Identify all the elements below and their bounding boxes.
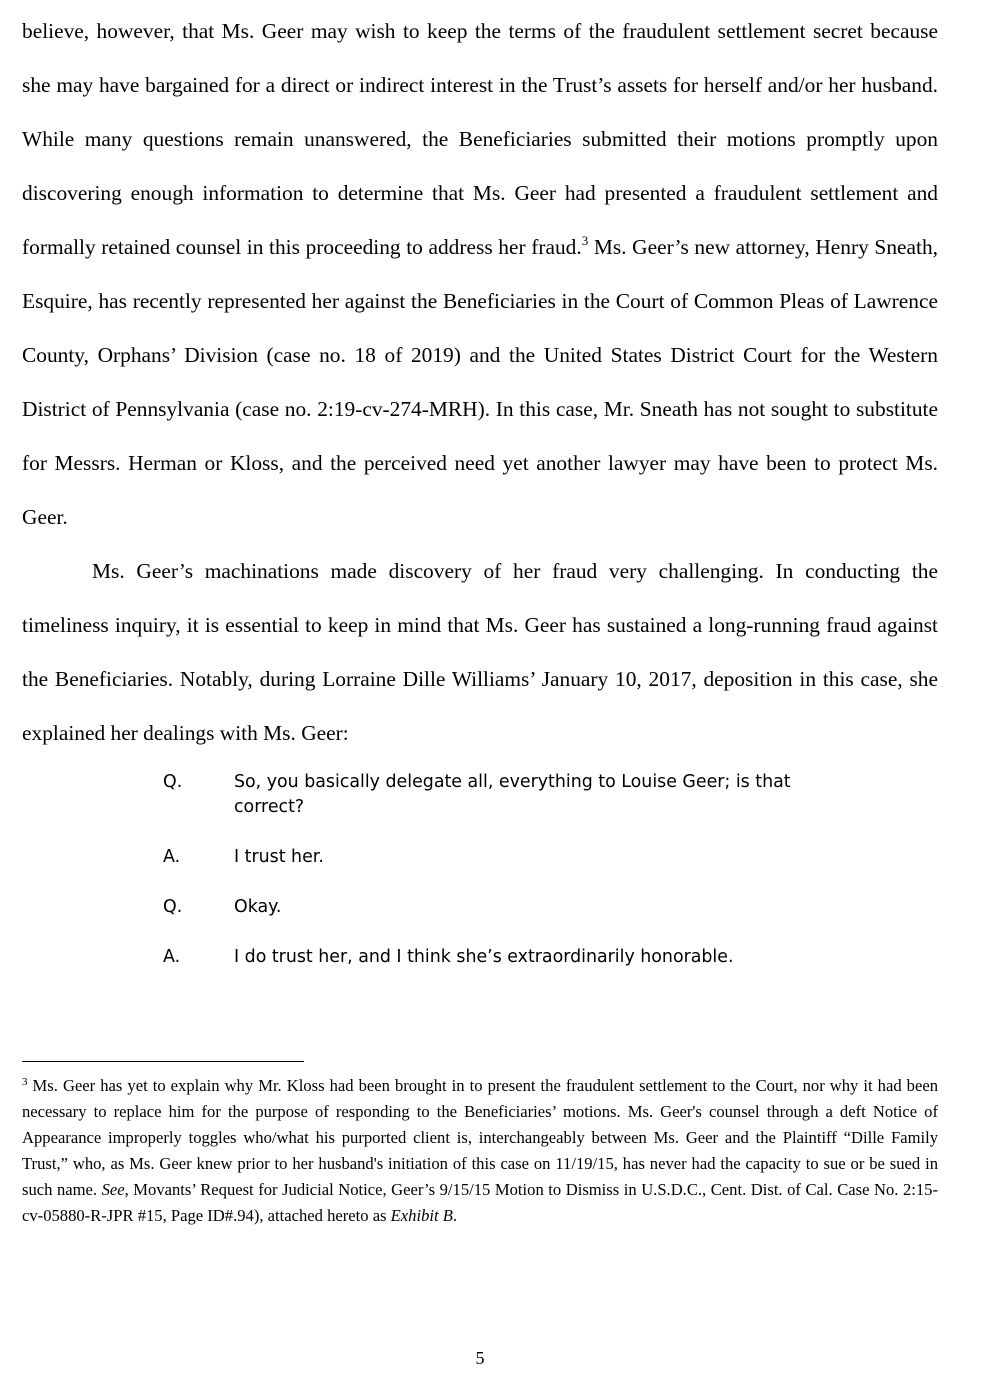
paragraph-1-continued: Ms. Geer’s new attorney, Henry Sneath, Esquire, has recently represented her against the Beneficiaries in the Court of Common Pleas of Lawrence County, Orphans’ Division (case no. 18 of 2019) and the United States District Court for the Western District of Pennsylvania (case no. 2:19-cv-274-MRH). In this case, Mr. Sneath has not sought to substitute for Messrs. Herman or Kloss, and the perceived need yet another lawyer may have been to protect Ms. Geer. [22,235,938,529]
footnote-text: Ms. Geer has yet to explain why Mr. Kloss had been brought in to present the fraudulent settlement to the Court, nor why it had been necessary to replace him for the purpose of responding to the Beneficiaries’ motions. Ms. Geer's counsel through a deft Notice of Appearance improperly toggles who/what his purported client is, interchangeably between Ms. Geer and the Plaintiff “Dille Family Trust,” who, as Ms. Geer knew prior to her husband's initiation of this case on 11/19/15, has never had the capacity to sue or be sued in such name. [22,1076,938,1199]
paragraph-2: Ms. Geer’s machinations made discovery of her fraud very challenging. In conducting the timeliness inquiry, it is essential to keep in mind that Ms. Geer has sustained a long-running fraud against the Beneficiaries. Notably, during Lorraine Dille Williams’ January 10, 2017, deposition in this case, she explained her dealings with Ms. Geer: [22,559,938,745]
transcript-speaker: Q. [163,772,183,792]
footnote-separator [22,1061,304,1062]
transcript-line [163,845,823,870]
footnote-reference[interactable]: 3 [581,233,589,248]
transcript-text: So, you basically delegate all, everything to Louise Geer; is that correct? [234,772,791,817]
transcript-speaker: Q. [163,897,183,917]
transcript-line [163,945,823,970]
transcript-text: Okay. [234,897,282,917]
paragraph-1 [22,4,938,544]
transcript-text: I do trust her, and I think she’s extraordinarily honorable. [234,947,734,967]
transcript-text: I trust her. [234,847,324,867]
footnote-citation-signal: See [101,1180,125,1199]
page-number: 5 [475,1348,485,1368]
body-text [22,4,938,760]
deposition-transcript [163,770,823,995]
transcript-speaker: A. [163,847,181,867]
footnote-end: . [452,1206,458,1225]
transcript-line [163,895,823,920]
footnote-number: 3 [22,1076,28,1088]
transcript-line [163,770,823,820]
footnote-citation: , Movants’ Request for Judicial Notice, Geer’s 9/15/15 Motion to Dismiss in U.S.D.C., Cent. Dist. of Cal. Case No. 2:15-cv-05880-R-JPR #15, Page ID#.94), attached hereto as [22,1180,938,1225]
transcript-speaker: A. [163,947,181,967]
paragraph-1-text: believe, however, that Ms. Geer may wish to keep the terms of the fraudulent settlement secret because she may have bargained for a direct or indirect interest in the Trust’s assets for herself and/or her husband. While many questions remain unanswered, the Beneficiaries submitted their motions promptly upon discovering enough information to determine that Ms. Geer had presented a fraudulent settlement and formally retained counsel in this proceeding to address her fraud. [22,19,938,259]
exhibit-reference: Exhibit B [390,1206,453,1225]
footnote [22,1073,938,1229]
